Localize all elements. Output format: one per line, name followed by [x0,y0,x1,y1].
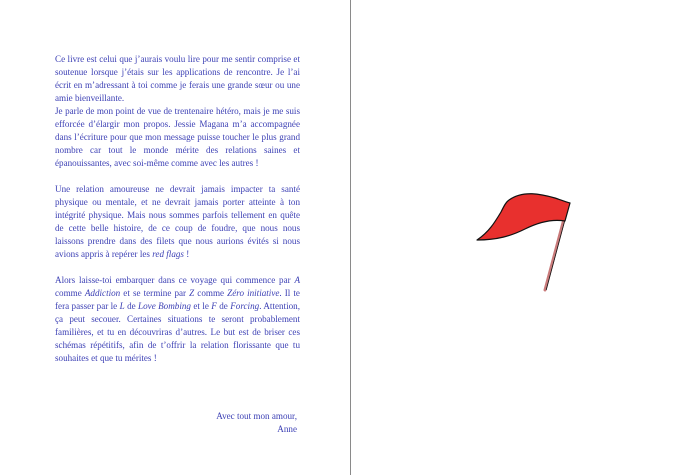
emphasis-red-flags: red flags [152,249,184,259]
author-name: Anne [277,424,297,434]
preface-text [55,53,300,365]
closing-line: Avec tout mon amour, [216,411,297,421]
paragraph-relationship: Une relation amoureuse ne devrait jamais impacter ta santé physique ou mentale, et ne devrait jamais porter atteinte à ton intégrité physique. Mais nous sommes parfois tellement en quête de cette belle histoire, de ce coup de foudre, que nous nous laissons prendre dans des filets que nous aurions évités si nous avions appris à repérer les red flags ! [55,184,300,259]
paragraph-intro: Ce livre est celui que j’aurais voulu lire pour me sentir comprise et soutenue lorsque j’étais sur les applications de rencontre. Je l’ai écrit en m’adressant à toi comme je ferais une grande sœur ou une amie bienveillante. [55,54,300,103]
red-flag-icon [471,188,581,293]
flag-cloth [477,194,570,240]
paragraph-journey: Alors laisse-toi embarquer dans ce voyage qui commence par A comme Addiction et se termine par Z comme Zéro initiative. Il te fera passer par le L de Love Bombing et le F de Forcing. Attention, ça peut secouer. Certaines situations te seront probablement familières, et tu en découvriras d’autres. Le but est de briser ces schémas répétitifs, afin de t’offrir la relation florissante que tu souhaites et que tu mérites ! [55,275,300,363]
signature [55,410,297,436]
paragraph-perspective: Je parle de mon point de vue de trentenaire hétéro, mais je me suis efforcée d’élargir mon propos. Jessie Magana m’a accompagnée dans l’écriture pour que mon message puisse toucher le plus grand nombre car tout le monde mérite des relations saines et épanouissantes, avec soi-même comme avec les autres ! [55,106,300,168]
